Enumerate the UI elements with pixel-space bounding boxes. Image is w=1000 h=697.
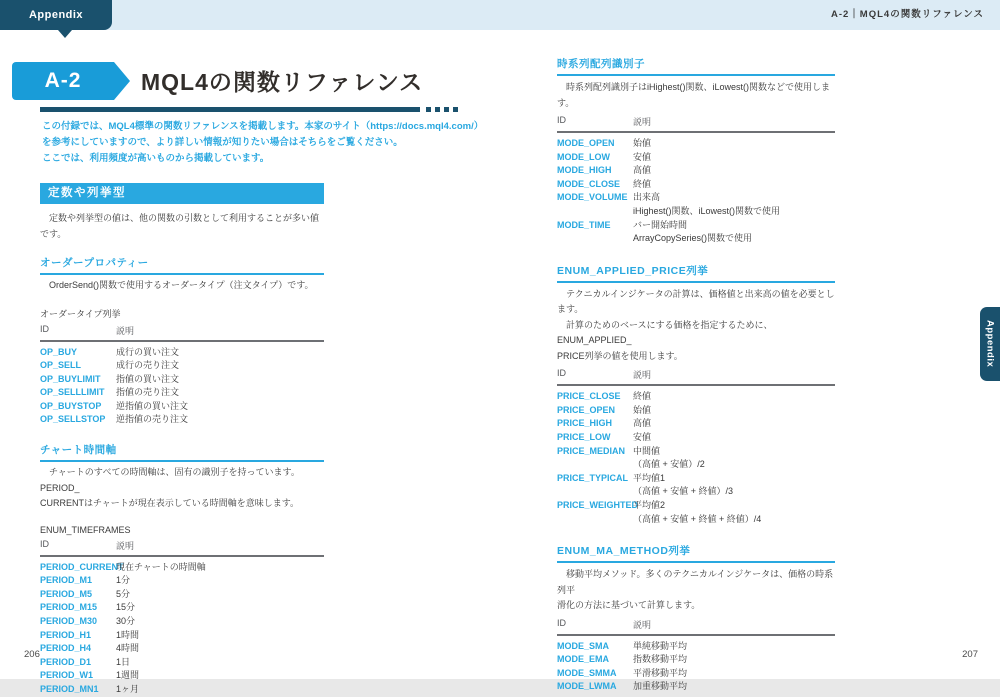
- enum-id: PERIOD_H1: [40, 629, 92, 640]
- title-rule: [40, 107, 420, 112]
- table-row: [40, 642, 324, 656]
- table-row: [40, 601, 324, 615]
- table-row: [40, 656, 324, 670]
- table-row: [557, 431, 835, 445]
- table-caption: オーダータイプ列挙: [40, 308, 121, 319]
- enum-id: PERIOD_H4: [40, 643, 92, 654]
- enum-desc: 平滑移動平均: [633, 667, 688, 678]
- enum-desc: 指値の買い注文: [116, 373, 180, 384]
- table-row: [40, 359, 324, 373]
- enum-id: PERIOD_M15: [40, 602, 98, 613]
- appendix-tab-label: Appendix: [28, 9, 84, 21]
- dot-icon: [426, 107, 431, 112]
- table-row: [40, 373, 324, 387]
- subsection-heading-order-property: オーダープロパティー: [40, 255, 324, 275]
- enum-id: PRICE_HIGH: [557, 418, 613, 429]
- subsection-body: OrderSend()関数で使用するオーダータイプ（注文タイプ）です。: [40, 280, 314, 290]
- table-header-row: [557, 618, 835, 636]
- table-row: [40, 346, 324, 360]
- enum-table-order-types: [40, 324, 324, 428]
- table-row: [557, 472, 835, 499]
- appendix-side-tab: [980, 307, 1000, 381]
- column-header-id: ID: [40, 538, 49, 549]
- column-header-id: ID: [40, 323, 49, 334]
- title-rule-dots: [426, 107, 458, 112]
- enum-id: PERIOD_W1: [40, 670, 94, 681]
- enum-id: PERIOD_D1: [40, 656, 92, 667]
- enum-id: MODE_VOLUME: [557, 192, 628, 203]
- subsection-body: 時系列配列識別子はiHighest()関数、iLowest()関数などで使用します。: [557, 82, 831, 108]
- table-row: [557, 219, 835, 246]
- enum-desc: バー開始時間 ArrayCopySeries()関数で使用: [633, 219, 753, 244]
- table-row: [40, 561, 324, 575]
- enum-id: OP_BUY: [40, 346, 78, 357]
- table-row: [557, 445, 835, 472]
- enum-table-ma-method: [557, 618, 835, 694]
- table-row: [40, 669, 324, 683]
- column-header-id: ID: [557, 368, 566, 379]
- table-body: [557, 636, 835, 694]
- enum-id: MODE_SMMA: [557, 667, 617, 678]
- section-banner: 定数や列挙型: [40, 183, 324, 204]
- enum-id: MODE_CLOSE: [557, 178, 621, 189]
- enum-desc: 始値: [633, 138, 652, 148]
- enum-id: OP_BUYLIMIT: [40, 373, 101, 384]
- section-note: 定数や列挙型の値は、他の関数の引数として利用することが多い値です。: [40, 213, 320, 239]
- table-row: [557, 680, 835, 694]
- table-row: [557, 151, 835, 165]
- table-row: [557, 667, 835, 681]
- dot-icon: [435, 107, 440, 112]
- table-row: [40, 683, 324, 697]
- table-row: [40, 400, 324, 414]
- table-header-row: [557, 368, 835, 386]
- table-row: [557, 191, 835, 218]
- right-column: [557, 56, 835, 694]
- enum-id: PERIOD_CURRENT: [40, 561, 124, 572]
- enum-id: OP_SELLSTOP: [40, 414, 106, 425]
- column-header-desc: 説明: [116, 325, 135, 336]
- section-number-badge: [12, 62, 114, 100]
- enum-id: MODE_OPEN: [557, 138, 615, 148]
- enum-id: MODE_SMA: [557, 640, 610, 651]
- enum-table-timeframes: [40, 539, 324, 697]
- enum-desc: 4時間: [116, 643, 140, 654]
- enum-id: PERIOD_M1: [40, 575, 93, 586]
- enum-id: PRICE_LOW: [557, 432, 611, 443]
- appendix-tab: [0, 0, 112, 30]
- table-row: [557, 404, 835, 418]
- enum-desc: 高値: [633, 418, 652, 429]
- enum-desc: 終値: [633, 178, 652, 189]
- table-row: [40, 413, 324, 427]
- running-head: A-2｜MQL4の関数リファレンス: [831, 9, 984, 20]
- table-row: [557, 137, 835, 151]
- table-row: [557, 499, 835, 526]
- table-body: [40, 342, 324, 428]
- table-body: [40, 557, 324, 697]
- table-row: [557, 653, 835, 667]
- enum-id: PRICE_CLOSE: [557, 391, 621, 402]
- column-header-id: ID: [557, 115, 566, 125]
- column-header-desc: 説明: [633, 619, 652, 630]
- table-row: [40, 574, 324, 588]
- enum-id: PRICE_MEDIAN: [557, 445, 626, 456]
- enum-desc: 出来高 iHighest()関数、iLowest()関数で使用: [633, 192, 781, 216]
- enum-id: MODE_LOW: [557, 151, 610, 162]
- enum-id: OP_SELL: [40, 360, 82, 371]
- table-header-row: [40, 324, 324, 342]
- table-row: [40, 588, 324, 602]
- table-row: [40, 615, 324, 629]
- page-number-right: 207: [962, 649, 978, 660]
- enum-desc: 安値: [633, 432, 652, 443]
- enum-desc: 指値の売り注文: [116, 387, 180, 398]
- enum-desc: 逆指値の売り注文: [116, 414, 189, 425]
- appendix-side-tab-label: Appendix: [984, 320, 996, 368]
- table-row: [557, 390, 835, 404]
- enum-id: PERIOD_MN1: [40, 683, 99, 694]
- enum-desc: 30分: [116, 615, 136, 626]
- subsection-body: チャートのすべての時間軸は、固有の識別子を持っています。PERIOD_ CURRENTはチャートが現在表示している時間軸を意味します。: [40, 467, 300, 509]
- enum-desc: 1分: [116, 575, 131, 586]
- enum-desc: 1週間: [116, 670, 140, 681]
- table-row: [557, 417, 835, 431]
- enum-id: MODE_EMA: [557, 654, 610, 665]
- enum-desc: 逆指値の買い注文: [116, 400, 189, 411]
- table-header-row: [40, 539, 324, 557]
- enum-desc: 成行の買い注文: [116, 346, 180, 357]
- subsection-heading-series-index: 時系列配列識別子: [557, 56, 835, 76]
- dot-icon: [444, 107, 449, 112]
- table-body: [557, 133, 835, 246]
- table-row: [40, 629, 324, 643]
- enum-table-series-index: [557, 115, 835, 246]
- column-header-desc: 説明: [633, 117, 652, 127]
- dot-icon: [453, 107, 458, 112]
- tab-pointer-icon: [58, 30, 72, 38]
- enum-id: OP_BUYSTOP: [40, 400, 102, 411]
- table-caption: ENUM_TIMEFRAMES: [40, 524, 131, 535]
- subsection-heading-applied-price: ENUM_APPLIED_PRICE列挙: [557, 263, 835, 283]
- enum-desc: 平均値1 （高値 + 安値 + 終値）/3: [633, 472, 734, 497]
- column-header-id: ID: [557, 617, 566, 628]
- enum-id: OP_SELLLIMIT: [40, 387, 105, 398]
- page-header-band: [0, 0, 1000, 30]
- enum-desc: 安値: [633, 151, 652, 162]
- enum-desc: 15分: [116, 602, 136, 613]
- table-row: [40, 386, 324, 400]
- table-row: [557, 164, 835, 178]
- enum-desc: 加重移動平均: [633, 681, 688, 692]
- page-number-left: 206: [24, 649, 40, 660]
- enum-id: PERIOD_M30: [40, 615, 98, 626]
- chapter-lead: この付録では、MQL4標準の関数リファレンスを掲載します。本家のサイト（https://docs.mql4.com/） を参考にしていますので、より詳しい情報が知りたい場合はそちらをご覧ください。 ここでは、利用頻度が高いものから掲載しています。: [42, 121, 484, 164]
- left-column: [40, 183, 324, 697]
- subsection-body: 移動平均メソッド。多くのテクニカルインジケータは、価格の時系列平 滑化の方法に基づいて計算します。: [557, 569, 834, 611]
- enum-desc: 5分: [116, 588, 131, 599]
- enum-id: PERIOD_M5: [40, 588, 93, 599]
- table-row: [557, 640, 835, 654]
- enum-id: PRICE_OPEN: [557, 404, 616, 415]
- column-header-desc: 説明: [633, 370, 652, 381]
- subsection-heading-chart-timeframe: チャート時間軸: [40, 442, 324, 462]
- enum-id: MODE_TIME: [557, 219, 611, 230]
- table-body: [557, 386, 835, 526]
- enum-id: MODE_HIGH: [557, 165, 612, 176]
- enum-desc: 中間値 （高値 + 安値）/2: [633, 445, 705, 470]
- enum-id: MODE_LWMA: [557, 681, 617, 692]
- enum-desc: 1時間: [116, 629, 140, 640]
- column-header-desc: 説明: [116, 540, 135, 551]
- subsection-heading-ma-method: ENUM_MA_METHOD列挙: [557, 543, 835, 563]
- enum-desc: 成行の売り注文: [116, 360, 180, 371]
- table-header-row: [557, 115, 835, 133]
- enum-desc: 1日: [116, 656, 131, 667]
- enum-desc: 1ヶ月: [116, 683, 140, 694]
- enum-desc: 平均値2 （高値 + 安値 + 終値 + 終値）/4: [633, 500, 762, 524]
- enum-desc: 始値: [633, 404, 652, 415]
- section-number: A-2: [44, 69, 82, 92]
- enum-id: PRICE_WEIGHTED: [557, 500, 639, 510]
- enum-desc: 単純移動平均: [633, 640, 688, 651]
- enum-desc: 高値: [633, 165, 652, 176]
- page-title: MQL4の関数リファレンス: [141, 69, 424, 95]
- enum-table-applied-price: [557, 368, 835, 526]
- enum-id: PRICE_TYPICAL: [557, 472, 629, 483]
- table-row: [557, 178, 835, 192]
- subsection-body: テクニカルインジケータの計算は、価格値と出来高の値を必要とします。 計算のためのベースにする価格を指定するために、ENUM_APPLIED_ PRICE列挙の値を使用します。: [557, 288, 835, 361]
- enum-desc: 終値: [633, 391, 652, 402]
- enum-desc: 現在チャートの時間軸: [116, 561, 206, 572]
- enum-desc: 指数移動平均: [633, 654, 688, 665]
